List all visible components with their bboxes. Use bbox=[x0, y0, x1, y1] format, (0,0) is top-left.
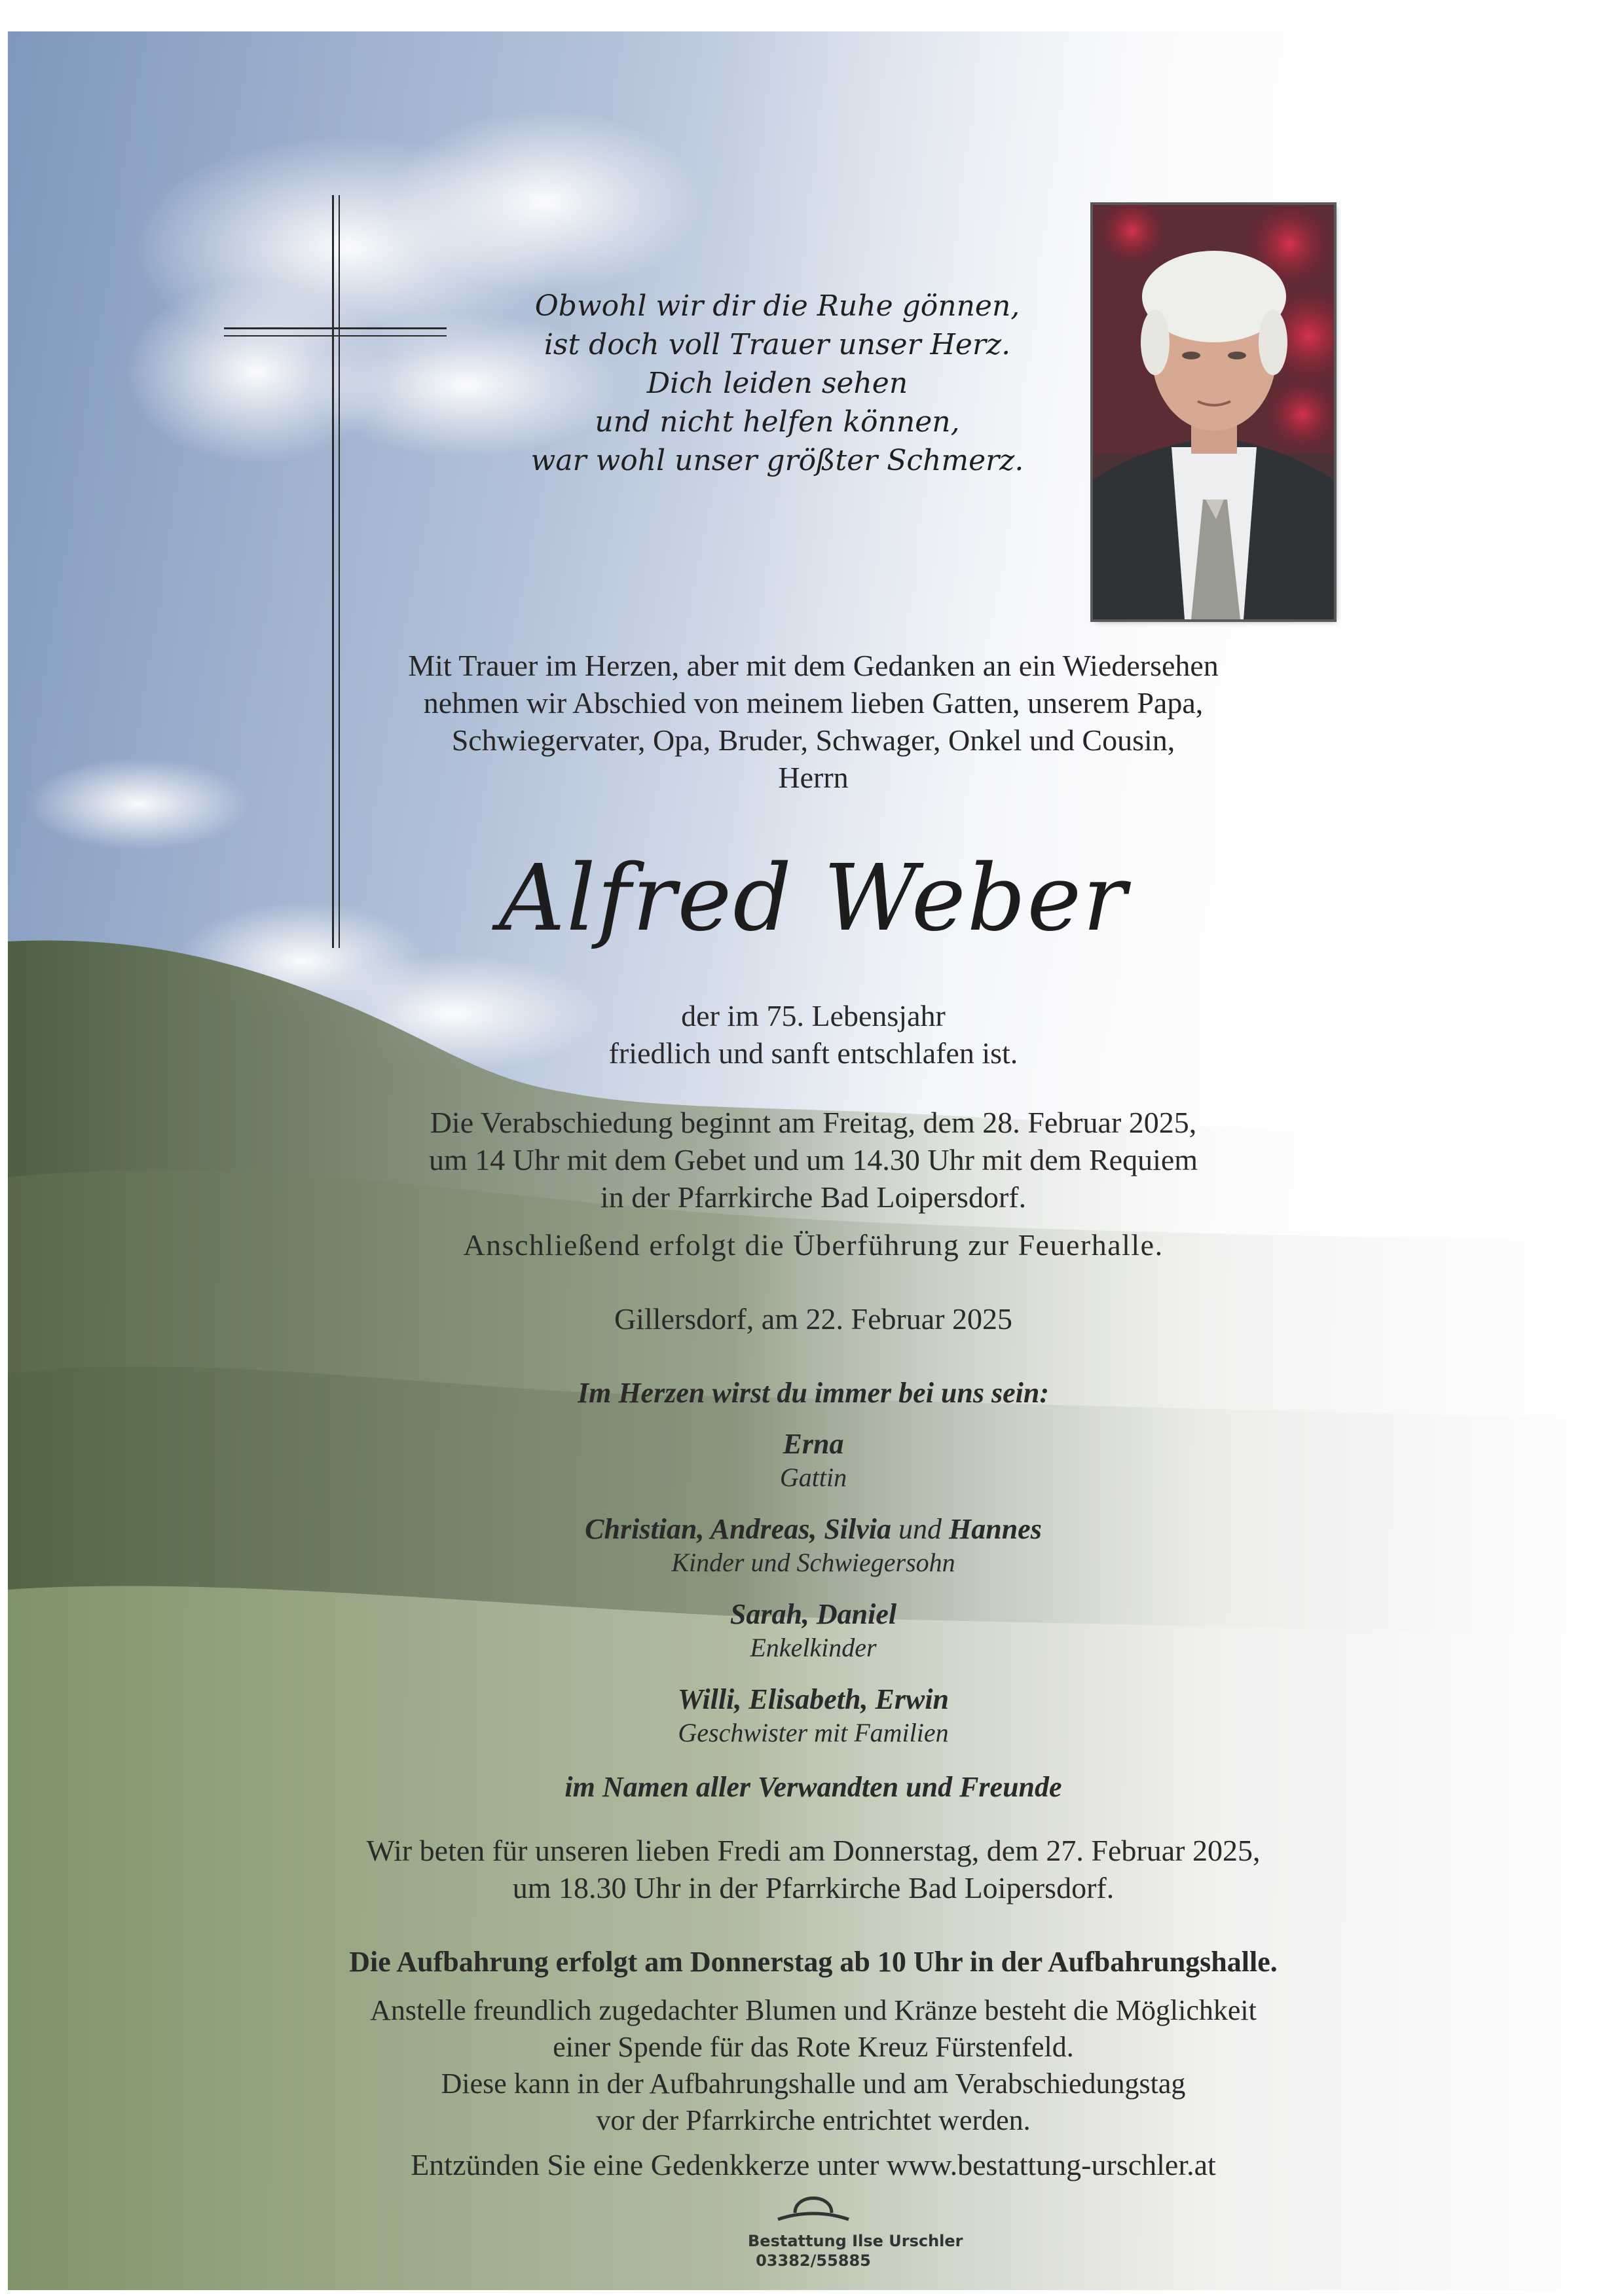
service-line: in der Pfarrkirche Bad Loipersdorf. bbox=[600, 1180, 1027, 1214]
service-text bbox=[8, 1104, 1619, 1216]
mourner-names-part: Hannes bbox=[949, 1513, 1042, 1545]
service-line: Die Verabschiedung beginnt am Freitag, dem 28. Februar 2025, bbox=[430, 1106, 1197, 1139]
deceased-name: Alfred Weber bbox=[498, 845, 1128, 952]
mourners-heading: Im Herzen wirst du immer bei uns sein: bbox=[577, 1377, 1049, 1409]
poem-line: war wohl unser größter Schmerz. bbox=[530, 444, 1024, 477]
donation-text bbox=[8, 1992, 1619, 2139]
donation-line: Anstelle freundlich zugedachter Blumen und Kränze besteht die Möglichkeit bbox=[370, 1994, 1257, 2026]
donation-line: vor der Pfarrkirche entrichtet werden. bbox=[596, 2104, 1031, 2136]
age-line: der im 75. Lebensjahr bbox=[681, 999, 946, 1032]
intro-line: Mit Trauer im Herzen, aber mit dem Gedanken an ein Wiedersehen bbox=[408, 649, 1219, 682]
funeral-home-logo bbox=[748, 2185, 963, 2270]
intro-text bbox=[8, 647, 1619, 796]
mourner-names: Erna bbox=[783, 1428, 844, 1460]
intro-line: Herrn bbox=[778, 761, 849, 794]
intro-line: nehmen wir Abschied von meinem lieben Gatten, unserem Papa, bbox=[423, 686, 1204, 720]
mourner-relation: Gattin bbox=[779, 1463, 847, 1492]
mourner-relation: Kinder und Schwiegersohn bbox=[671, 1548, 955, 1577]
prayer-line: um 18.30 Uhr in der Pfarrkirche Bad Loipersdorf. bbox=[512, 1871, 1115, 1904]
donation-line: Diese kann in der Aufbahrungshalle und am Verabschiedungstag bbox=[441, 2068, 1186, 2100]
funeral-home-name: Bestattung Ilse Urschler bbox=[748, 2232, 963, 2250]
age-line: friedlich und sanft entschlafen ist. bbox=[608, 1036, 1018, 1070]
mourner-names: Sarah, Daniel bbox=[729, 1598, 897, 1630]
mourner-names: Willi, Elisabeth, Erwin bbox=[677, 1683, 950, 1715]
poem-line: Dich leiden sehen bbox=[646, 367, 908, 400]
mourner-relation: Enkelkinder bbox=[750, 1633, 877, 1662]
transfer-text: Anschließend erfolgt die Überführung zur Feuerhalle. bbox=[463, 1228, 1164, 1262]
mourners-closing: im Namen aller Verwandten und Freunde bbox=[564, 1771, 1062, 1803]
funeral-home-phone: 03382/55885 bbox=[756, 2251, 871, 2270]
donation-line: einer Spende für das Rote Kreuz Fürstenfeld. bbox=[553, 2031, 1074, 2063]
prayer-text bbox=[8, 1832, 1619, 1906]
poem bbox=[466, 287, 1088, 480]
poem-line: und nicht helfen können, bbox=[595, 405, 960, 439]
mourner-names bbox=[8, 1512, 1619, 1546]
intro-line: Schwiegervater, Opa, Bruder, Schwager, Onkel und Cousin, bbox=[451, 723, 1175, 757]
obituary-sheet bbox=[8, 31, 1619, 2290]
poem-line: ist doch voll Trauer unser Herz. bbox=[544, 328, 1011, 361]
portrait-photo bbox=[1093, 205, 1334, 619]
memorial-candle-text: Entzünden Sie eine Gedenkkerze unter www.bestattung-urschler.at bbox=[411, 2148, 1216, 2181]
laying-out-notice: Die Aufbahrung erfolgt am Donnerstag ab 10 Uhr in der Aufbahrungshalle. bbox=[349, 1946, 1278, 1978]
poem-line: Obwohl wir dir die Ruhe gönnen, bbox=[534, 289, 1020, 323]
funeral-home-emblem-icon bbox=[774, 2185, 853, 2231]
prayer-line: Wir beten für unseren lieben Fredi am Donnerstag, dem 27. Februar 2025, bbox=[366, 1834, 1261, 1867]
mourner-names-join: und bbox=[898, 1513, 942, 1545]
mourners-section bbox=[8, 1374, 1619, 1807]
mourner-names-part: Christian, Andreas, Silvia bbox=[585, 1513, 891, 1545]
place-date: Gillersdorf, am 22. Februar 2025 bbox=[614, 1302, 1013, 1336]
mourner-relation: Geschwister mit Familien bbox=[678, 1718, 949, 1747]
service-line: um 14 Uhr mit dem Gebet und um 14.30 Uhr mit dem Requiem bbox=[428, 1143, 1198, 1176]
age-text bbox=[8, 997, 1619, 1072]
